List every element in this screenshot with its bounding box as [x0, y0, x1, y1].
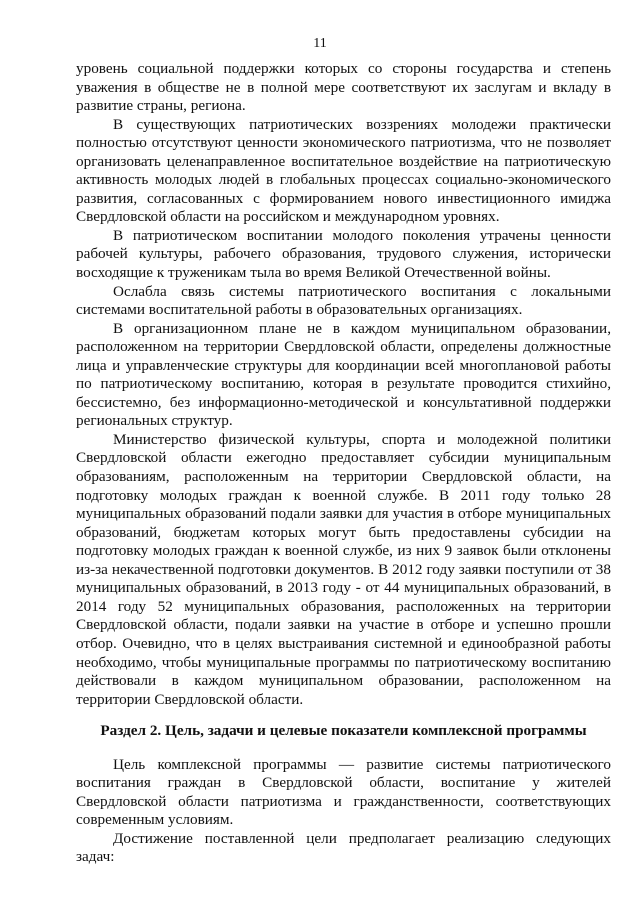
page-number: 11: [313, 36, 327, 51]
paragraph-local-systems: Ослабла связь системы патриотического воспитания с локальными системами воспитательной работы в образовательных организациях.: [76, 282, 611, 319]
paragraph-organizational-plan: В организационном плане не в каждом муниципальном образовании, расположенном на территории Свердловской области, определены должностные лица и управленческие структуры для координации всей многоплановой работы по патриотическому воспитанию, которая в результате проводится стихийно, бессистемно, без информационно-методической и консультативной поддержки региональных структур.: [76, 319, 611, 430]
paragraph-ministry-subsidies: Министерство физической культуры, спорта и молодежной политики Свердловской области ежегодно предоставляет субсидии муниципальным образованиям, расположенным на территории Свердловской области, на подготовку молодых граждан к военной службе. В 2011 году только 28 муниципальных образований подали заявки для участия в отборе муниципальных образований, бюджетам которых могут быть предоставлены субсидии на подготовку молодых граждан к военной службе, из них 9 заявок были отклонены из-за некачественной подготовки документов. В 2012 году заявки поступили от 38 муниципальных образований, в 2013 году - от 44 муниципальных образований, в 2014 году 52 муниципальных образования, расположенных на территории Свердловской области, подали заявки на участие в отборе и успешно прошли отбор. Очевидно, что в целях выстраивания системной и единообразной работы необходимо, чтобы муниципальные программы по патриотическому воспитанию действовали в каждом муниципальном образовании, расположенном на территории Свердловской области.: [76, 430, 611, 708]
paragraph-economic-patriotism: В существующих патриотических воззрениях молодежи практически полностью отсутствуют ценности экономического патриотизма, что не позволяет организовать целенаправленное воспитательное воздействие на патриотическую активность молодых людей в глобальных процессах социально-экономического развития, согласованных с формированием нового инвестиционного имиджа Свердловской области на российском и международном уровнях.: [76, 115, 611, 226]
paragraph-program-goal: Цель комплексной программы — развитие системы патриотического воспитания граждан в Свердловской области, воспитание у жителей Свердловской области патриотизма и гражданственности, соответствующих современным условиям.: [76, 755, 611, 829]
paragraph-labor-culture: В патриотическом воспитании молодого поколения утрачены ценности рабочей культуры, рабочего образования, трудового служения, исторически восходящие к труженикам тыла во время Великой Отечественной войны.: [76, 226, 611, 282]
paragraph-tasks-intro: Достижение поставленной цели предполагает реализацию следующих задач:: [76, 829, 611, 866]
section-heading: Раздел 2. Цель, задачи и целевые показатели комплексной программы: [100, 722, 587, 740]
document-body: [76, 60, 611, 867]
paragraph-continuation: уровень социальной поддержки которых со стороны государства и степень уважения в обществе не в полной мере соответствуют их заслугам и вкладу в развитие страны, региона.: [76, 60, 611, 115]
